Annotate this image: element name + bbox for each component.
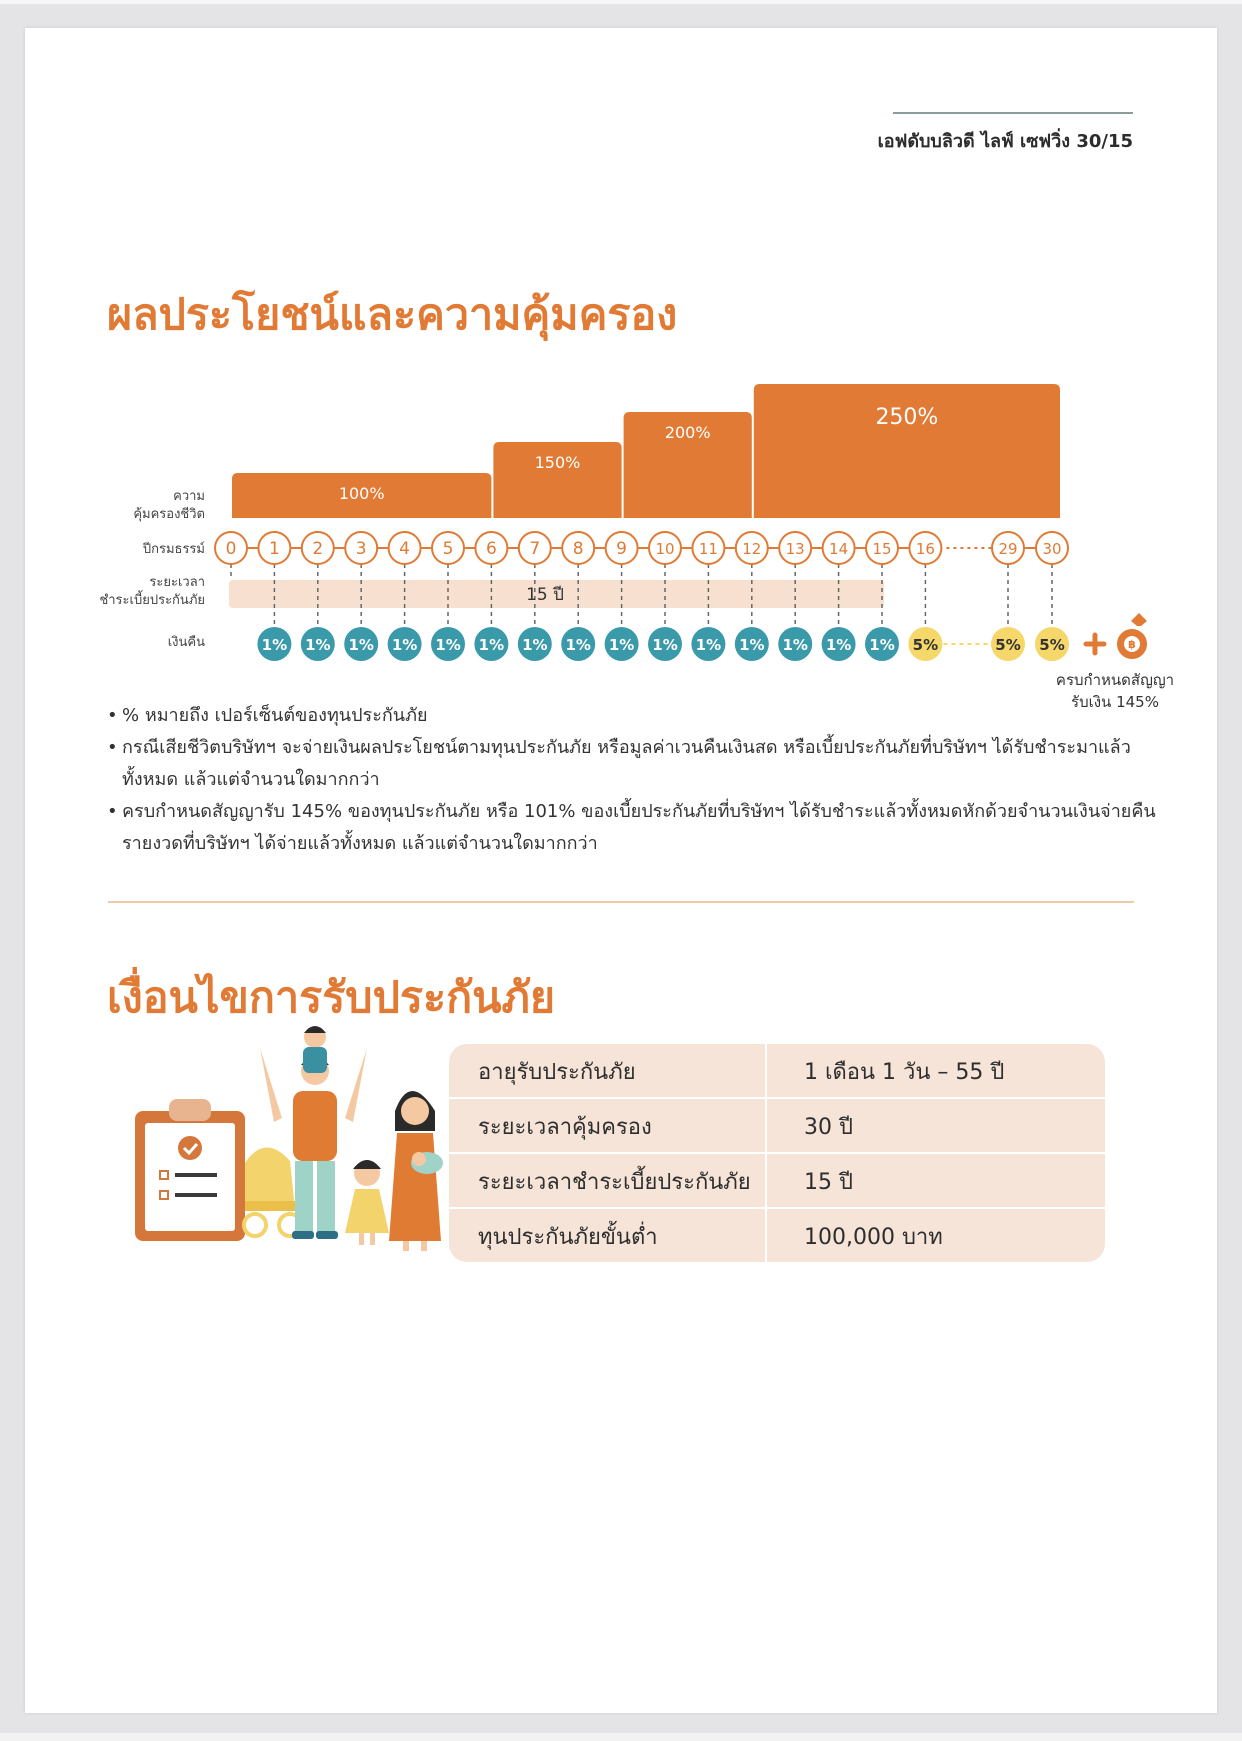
year-label: 29 [998,540,1018,558]
table-row [449,1209,1105,1262]
cash-back-label: 1% [782,636,808,654]
condition-label: ทุนประกันภัยขั้นต่ำ [478,1224,658,1250]
coverage-label: 200% [664,423,711,442]
condition-value: 30 ปี [804,1114,853,1140]
condition-value: 100,000 บาท [804,1224,943,1250]
year-label: 6 [485,539,497,559]
cash-back-label: 1% [522,636,548,654]
year-label: 5 [442,539,454,559]
year-label: 12 [742,540,762,558]
family-clipboard-illustration [105,1013,445,1273]
note-item: • % หมายถึง เปอร์เซ็นต์ของทุนประกันภัย [107,700,1157,732]
cash-back-label: 1% [478,636,505,654]
cash-back-label: 1% [305,636,331,654]
benefit-notes [107,700,1157,860]
condition-label: อายุรับประกันภัย [478,1059,636,1085]
year-label: 1 [268,539,280,559]
row-label: ความ [173,489,205,504]
row-label: ปีกรมธรรม์ [142,542,205,557]
clipboard-icon [135,1099,245,1241]
year-label: 7 [529,539,541,559]
note-item: • ครบกำหนดสัญญารับ 145% ของทุนประกันภัย หรือ 101% ของเบี้ยประกันภัยที่บริษัทฯ ได้รับชำระแล้วทั้งหมดหักด้วยจำนวนเงินจ่ายคืนรายงวดที่บริษัทฯ ได้จ่ายแล้วทั้งหมด แล้วแต่จำนวนใดมากกว่า [107,796,1157,860]
year-label: 13 [785,540,805,558]
year-label: 2 [312,539,324,559]
year-label: 0 [225,539,237,559]
conditions-table [449,1044,1105,1262]
cash-back-label: 1% [261,636,288,654]
top-strip [0,0,1242,4]
maturity-caption-line2: รับเงิน 145% [1071,693,1159,711]
note-item: • กรณีเสียชีวิตบริษัทฯ จะจ่ายเงินผลประโยชน์ตามทุนประกันภัย หรือมูลค่าเวนคืนเงินสด หรือเบี้ยประกันภัยที่บริษัทฯ ได้รับชำระมาแล้วทั้งหมด แล้วแต่จำนวนใดมากกว่า [107,732,1157,796]
cash-back-label: 1% [608,636,635,654]
year-label: 30 [1042,540,1062,558]
cash-back-label: 1% [391,636,418,654]
year-label: 3 [355,539,367,559]
year-label: 16 [915,540,935,558]
benefit-timeline-svg [25,348,1217,718]
cash-back-label: 5% [995,636,1021,654]
condition-label: ระยะเวลาชำระเบี้ยประกันภัย [478,1169,751,1195]
year-label: 10 [655,540,675,558]
row-label: คุ้มครองชีวิต [133,507,205,522]
cash-back-label: 5% [912,636,939,654]
table-row [449,1044,1105,1098]
plus-icon [1086,635,1104,653]
maturity-caption-line1: ครบกำหนดสัญญา [1055,671,1175,689]
cash-back-label: 5% [1039,636,1065,654]
row-label: เงินคืน [167,635,205,650]
coverage-label: 150% [534,453,581,472]
money-bag-tie [1131,613,1147,626]
bottom-strip [0,1733,1242,1741]
product-title: เอฟดับบลิวดี ไลฟ์ เซฟวิ่ง 30/15 [877,131,1133,152]
benefit-timeline-chart [25,348,1217,718]
year-label: 9 [616,539,628,559]
section-divider [108,901,1134,903]
payment-period-label: 15 ปี [526,585,564,605]
child-figure [345,1160,389,1245]
mother-figure [389,1091,443,1251]
condition-label: ระยะเวลาคุ้มครอง [478,1114,652,1140]
conditions-heading: เงื่อนไขการรับประกันภัย [107,973,556,1023]
year-label: 4 [399,539,411,559]
row-label: ระยะเวลา [149,575,205,590]
condition-value: 1 เดือน 1 วัน – 55 ปี [804,1059,1005,1085]
benefits-heading: ผลประโยชน์และความคุ้มครอง [107,290,678,340]
coverage-label: 250% [875,405,939,430]
coverage-label: 100% [338,484,385,503]
baht-symbol: ฿ [1128,638,1136,651]
table-row [449,1099,1105,1153]
year-label: 14 [829,540,849,558]
cash-back-label: 1% [825,636,852,654]
stroller-icon [244,1147,301,1236]
cash-back-label: 1% [348,636,374,654]
cash-back-label: 1% [739,636,765,654]
year-label: 8 [572,539,584,559]
row-label: ชำระเบี้ยประกันภัย [99,593,205,608]
document-page [25,28,1217,1713]
table-row [449,1154,1105,1208]
year-label: 11 [698,540,718,558]
cash-back-label: 1% [435,636,461,654]
cash-back-label: 1% [695,636,722,654]
cash-back-label: 1% [565,636,591,654]
header-rule [893,112,1133,114]
cash-back-label: 1% [652,636,678,654]
condition-value: 15 ปี [804,1169,853,1195]
cash-back-label: 1% [869,636,895,654]
year-label: 15 [872,540,892,558]
